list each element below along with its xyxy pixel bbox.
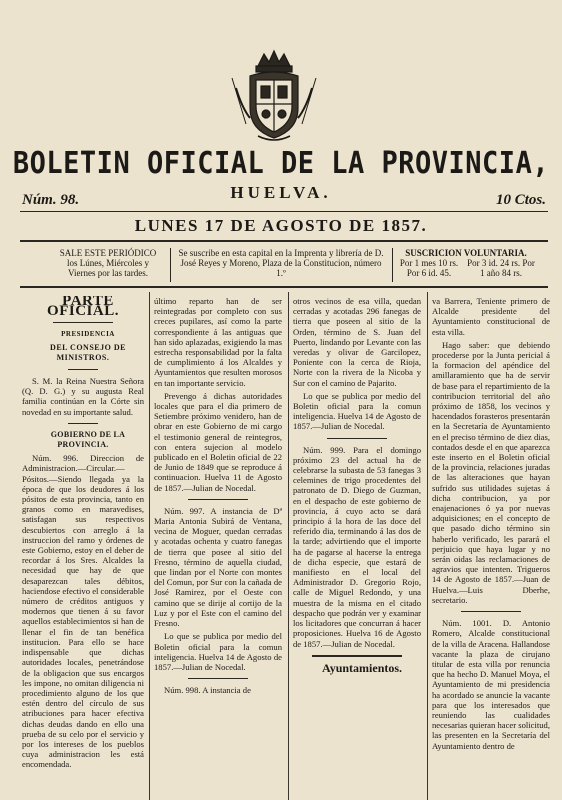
issue-price: 10 Ctos. [495, 192, 546, 208]
article-998-start: Núm. 998. A instancia de [164, 685, 251, 696]
article-996-cont: último reparto han de ser reintegradas por completo con sus creces pupilares, así como la parte correspondiente á las antiguas que han sido aplazadas, exigiendo la mas estrecha responsabilidad por la falta de cumplimiento á los Alcaldes y Ayuntamientos que resulten morosos en tan importante servicio. [154, 296, 282, 388]
ayuntamientos-heading: Ayuntamientos. [321, 660, 403, 675]
divider [68, 423, 98, 424]
article-1000-notice: Hago saber: que debiendo procederse por la Junta pericial á la formacion del apéndice del amillaramiento que ha de servir de base para el repartimiento de la contribucion territorial del año próximo de 1858, los vecinos y hacendados forasteros presentarán en la Secretaría de Ayuntamiento en el preciso término de diez dias, contados desde el en que aparezca este inserto en el Boletin oficial de la provincia, relaciones juradas de las alteraciones que hayan sufrido sus utilidades sujetas á dicha contribucion, ya por enajenaciones ó ya por nuevas adquisiciones; en el concepto de que pasado dicho término sin haberlo verificado, les parará el perjuicio que haya lugar y no serán oidas las reclamaciones de agravios que intenten. Trigueros 14 de Agosto de 1857.—Juan de Huelva.—Luis Dberhe, secretario. [432, 339, 550, 605]
presidency-heading: PRESIDENCIA [61, 330, 115, 339]
divider [312, 655, 402, 657]
article-998-cont: otros vecinos de esa villa, quedan cerradas y acotadas 296 fanegas de tierra que poseen al sitio de la Orden, término de S. Juan del Puerto, lindando por Levante con las veredas y olivar de Garcilopez, Poniente con la cerca de Rioja, Norte con la rivera de la Nicoba y Sur con el camino de Pajarito. [293, 296, 421, 388]
article-1000-cont: va Barrera, Teniente primero de Alcalde presidente del Ayuntamiento constitucional de esta villa. [432, 296, 550, 337]
article-1001: Núm. 1001. D. Antonio Romero, Alcalde constitucional de la villa de Aracena. Hallandose vacante la plaza de cirujano titular de esta villa por renuncia que ha hecho D. Manuel Moya, el Ayuntamiento de mi presidencia ha acordado se anuncie la vacante para que los interesados que reuniendo las cualidades necesarias quieran hacer solicitud, las presenten en la Secretaría del Ayuntamiento dentro de [432, 618, 550, 751]
divider [392, 248, 393, 282]
issue-number: Núm. 98. [22, 192, 80, 208]
column-1 [22, 296, 144, 800]
newspaper-title: BOLETIN OFICIAL DE LA PROVINCIA, [12, 146, 550, 181]
column-4 [432, 296, 550, 800]
divider [20, 286, 548, 288]
prices-left: Por 1 mes 10 rs. Por 6 id. 45. [399, 258, 459, 278]
article-997-publish: Lo que se publica por medio del Boletin oficial para la comun inteligencia. Huelva 14 de Agosto de 1857.—Julian de Nocedal. [154, 631, 282, 672]
article-996: Núm. 996. Direccion de Administracion.—Circular.—Pósitos.—Siendo llegada ya la época de que los deudores á los pósitos de esta provincia, tanto en granos como en maravedises, satisfagan sus respectivos descubiertos con arreglo á la instruccion del ramo y órdenes de este Gobierno, estoy en el deber de recordar á los Sres. Alcaldes la necesidad que hay de que desaparezcan tales débitos, haciendose efectivo el considerable número de créditos antiguos y modernos que tienen á su favor aquellos establecimientos si han de llenar el fin de tan benéfica institucion. Para ello se hace indispensable que dichas autoridades locales, penetrándose de la obligacion que sus encargos les impone, no omitan diligencia ni procedimiento alguno de los que estén dentro del círculo de sus atribuciones para hacer efectiva dichas deudas dando en ello una prueba de su celo por el servicio y por los intereses de los pueblos cuya administracion les está encomendada. [22, 453, 144, 770]
column-3 [293, 296, 421, 800]
divider [461, 611, 521, 612]
divider [327, 438, 387, 439]
section-title: PARTE OFICIAL. [47, 296, 119, 320]
column-2 [154, 296, 282, 800]
article-998-publish: Lo que se publica por medio del Boletin oficial para la comun inteligencia. Huelva 14 de Agosto de 1857.—Julian de Nocedal. [293, 390, 421, 432]
issue-date: LUNES 17 DE AGOSTO DE 1857. [134, 216, 428, 235]
divider [53, 322, 113, 323]
prices-title: SUSCRICION VOLUNTARIA. [405, 248, 527, 258]
column-divider [288, 292, 289, 800]
divider [20, 211, 548, 212]
article-997: Núm. 997. A instancia de Dª Maria Antonia Subirá de Ventana, vecina de Moguer, quedan cerradas y acotadas ochenta y cuatro fanegas de tierra que posee al sitio del Fresno, término de aquella ciudad, que lindan por el Norte con montes del Comun, por Sur con la cañada de José Ramirez, por el Oeste con camino que se dirije al cortijo de la Luz y por el Este con el camino del Fresno. [154, 505, 282, 629]
periodicity-note: SALE ESTE PERIÓDICO los Lúnes, Miércoles y Viernes por las tardes. [59, 248, 157, 278]
subscription-prices [396, 248, 536, 278]
subscription-place: Se suscribe en esta capital en la Imprenta y librería de D. José Reyes y Moreno, Plaza de la Constitucion, número 1.º [178, 248, 384, 278]
divider [188, 499, 248, 500]
divider [188, 678, 248, 679]
divider [20, 240, 548, 242]
column-divider [149, 292, 150, 800]
article-996-prevengo: Prevengo á dichas autoridades locales que para el dia primero de Setiembre próximo venidero, han de obrar en este Gobierno de mi cargo el testimonio general de reintegros, con entera sujecion al modelo publicado en el Boletin oficial de 22 de Junio de 1849 que se reproduce á continuacion. Huelva 11 de Agosto de 1857.—Julian de Nocedal. [154, 390, 282, 493]
province-gov-heading: GOBIERNO DE LA PROVINCIA. [50, 429, 126, 450]
divider [68, 369, 98, 370]
royal-health-notice: S. M. la Reina Nuestra Señora (Q. D. G.) y su augusta Real familia continúan en la Córte sin novedad en su importante salud. [22, 376, 144, 417]
prices-right: Por 3 id. 24 rs. Por 1 año 84 rs. [467, 258, 535, 278]
coat-of-arms-emblem [228, 48, 320, 144]
divider [170, 248, 171, 282]
article-999: Núm. 999. Para el domingo próximo 23 del actual ha de celebrarse la subasta de 53 fanegas 3 celemines de trigo procedentes del patronato de D. Diego de Guzman, en el despacho de este gobierno de provincia, á cuyo acto se dará principio á la hora de las doce del referido dia, terminando á las dos de la tarde; advirtiendo que el importe ha de pagarse al hacerse la entrega de dicha especie, que estará de manifiesto en el local del Administrador D. Gregorio Rojo, calle de Miguel Redondo, y una muestra de la misma en el citado despacho que podrán ver y examinar los licitadores que concurran á hacer proposiciones. Huelva 16 de Agosto de 1857.—Julian de Nocedal. [293, 444, 421, 649]
column-divider [427, 292, 428, 800]
place-name: HUELVA. [230, 183, 332, 202]
council-heading: DEL CONSEJO DE MINISTROS. [50, 342, 126, 362]
